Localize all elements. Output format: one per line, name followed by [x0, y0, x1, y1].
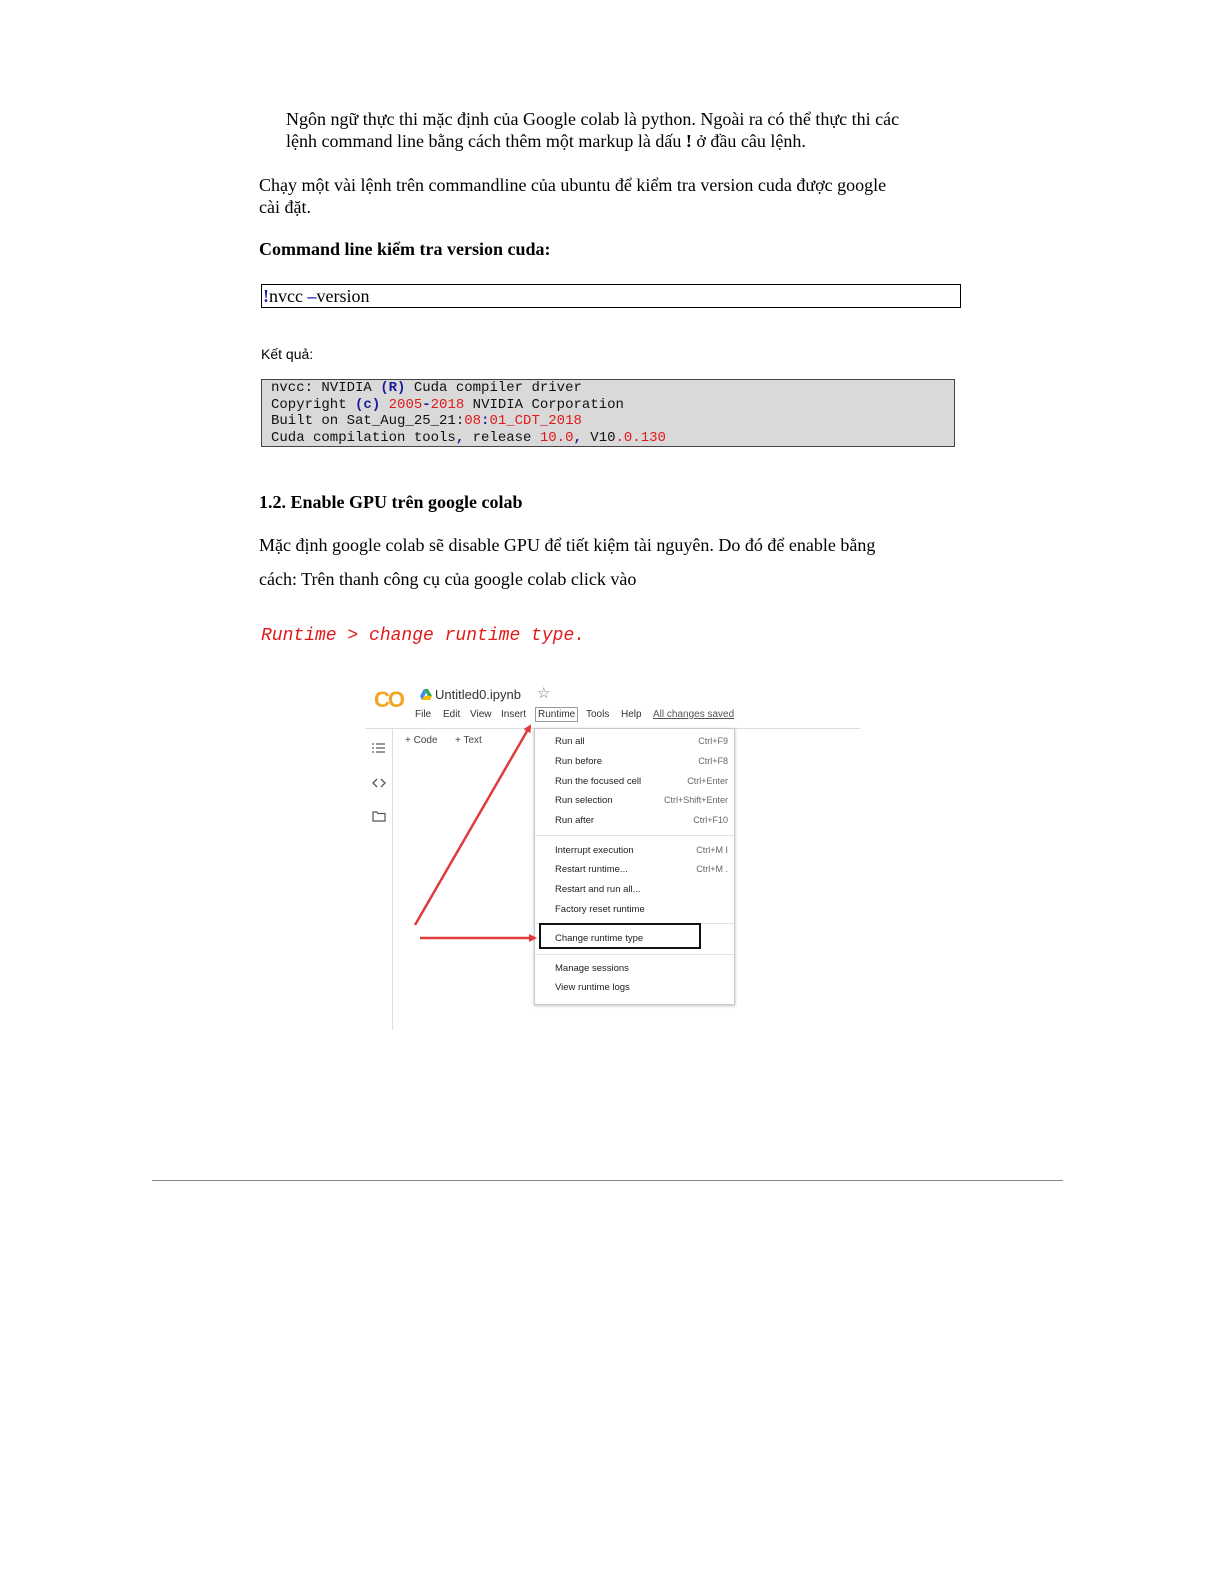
- menu-item-change-runtime-type[interactable]: Change runtime type: [555, 933, 644, 944]
- output-line-1: nvcc: NVIDIA (R) Cuda compiler driver: [271, 380, 582, 396]
- enable-line-1: Mặc định google colab sẽ disable GPU để tiết kiệm tài nguyên. Do đó để enable bằng: [259, 535, 876, 555]
- intro-line-1: Ngôn ngữ thực thi mặc định của Google colab là python. Ngoài ra có thể thực thi các: [286, 109, 900, 129]
- cmd-name: nvcc: [269, 286, 308, 306]
- menu-item-view-runtime-logs[interactable]: View runtime logs: [555, 982, 630, 993]
- menu-item-restart-runtime[interactable]: Restart runtime... Ctrl+M .: [555, 864, 728, 875]
- bang-mark: !: [685, 131, 692, 151]
- run-line-2: cài đặt.: [259, 197, 311, 217]
- annotation-arrows: [365, 680, 860, 1040]
- cmd-dash: –: [307, 286, 317, 306]
- output-box: [261, 379, 955, 447]
- menu-item-factory-reset[interactable]: Factory reset runtime: [555, 904, 645, 915]
- intro-text-end: ở đầu câu lệnh.: [691, 131, 806, 151]
- menu-item-run-selection[interactable]: Run selection Ctrl+Shift+Enter: [555, 795, 728, 806]
- output-line-2: Copyright (c) 2005-2018 NVIDIA Corporation: [271, 396, 624, 413]
- cmd-arg: version: [316, 286, 370, 306]
- menu-runtime[interactable]: Runtime: [535, 707, 578, 722]
- result-label: Kết quả:: [261, 346, 314, 362]
- enable-line-2: cách: Trên thanh công cụ của google colab click vào: [259, 569, 637, 589]
- colab-screenshot: [365, 680, 860, 1040]
- saved-status[interactable]: All changes saved: [653, 709, 735, 720]
- menu-view[interactable]: View: [470, 709, 492, 720]
- run-line-1: Chạy một vài lệnh trên commandline của ubuntu để kiểm tra version cuda được google: [259, 175, 887, 195]
- menu-item-run-all[interactable]: Run all Ctrl+F9: [555, 736, 728, 747]
- menu-item-run-before[interactable]: Run before Ctrl+F8: [555, 756, 728, 767]
- runtime-path: Runtime > change runtime type.: [261, 626, 586, 646]
- add-code-button[interactable]: + Code: [405, 735, 438, 746]
- menu-item-restart-run-all[interactable]: Restart and run all...: [555, 884, 641, 895]
- page-footer-rule: [152, 1180, 1063, 1181]
- colab-logo: CO: [374, 687, 403, 712]
- menu-edit[interactable]: Edit: [443, 709, 461, 720]
- cmd-bang: !: [263, 286, 269, 306]
- menu-item-run-focused-cell[interactable]: Run the focused cell Ctrl+Enter: [555, 776, 728, 787]
- menu-item-interrupt-execution[interactable]: Interrupt execution Ctrl+M I: [555, 845, 728, 856]
- notebook-filename[interactable]: Untitled0.ipynb: [435, 687, 521, 702]
- section-heading: 1.2. Enable GPU trên google colab: [259, 492, 523, 512]
- menu-tools[interactable]: Tools: [586, 709, 610, 720]
- intro-text: lệnh command line bằng cách thêm một markup là dấu: [286, 131, 686, 151]
- menu-file[interactable]: File: [415, 709, 432, 720]
- add-text-button[interactable]: + Text: [455, 735, 482, 746]
- intro-line-2: [286, 130, 806, 152]
- menu-item-manage-sessions[interactable]: Manage sessions: [555, 963, 629, 974]
- command-box: [261, 284, 961, 308]
- output-line-3: Built on Sat_Aug_25_21:08:01_CDT_2018: [271, 413, 582, 429]
- menu-help[interactable]: Help: [621, 709, 642, 720]
- star-icon[interactable]: ☆: [537, 685, 551, 702]
- menu-insert[interactable]: Insert: [501, 709, 527, 720]
- menu-item-run-after[interactable]: Run after Ctrl+F10: [555, 815, 728, 826]
- arrow-to-runtime: [415, 726, 530, 925]
- cmd-heading: Command line kiểm tra version cuda:: [259, 239, 551, 259]
- output-line-4: Cuda compilation tools, release 10.0, V10.0.130: [271, 429, 666, 446]
